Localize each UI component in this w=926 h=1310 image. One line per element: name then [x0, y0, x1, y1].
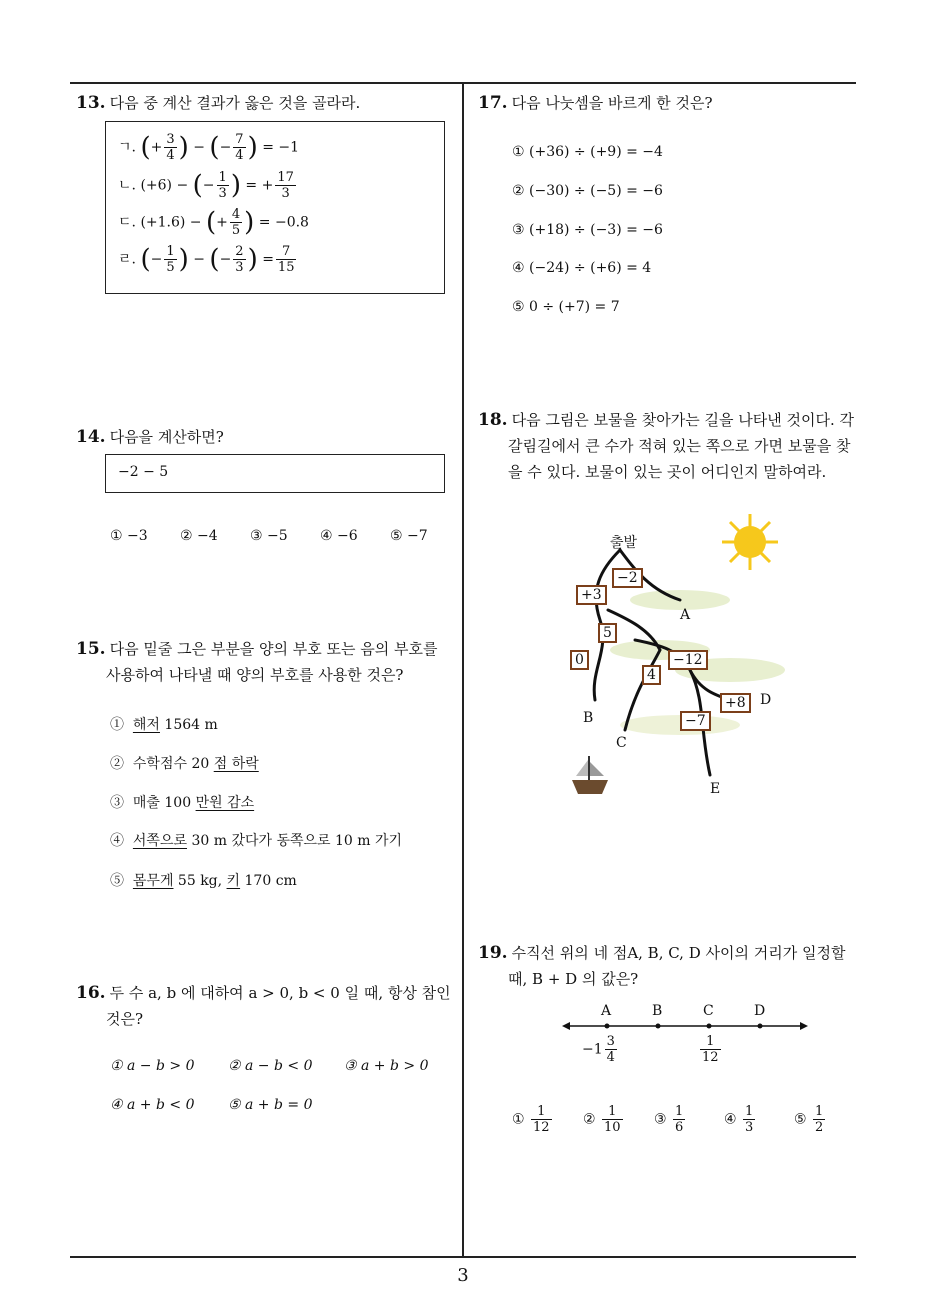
q19-choice-5[interactable]: ⑤ $\frac{1}{2}$ — [794, 1104, 824, 1135]
q18-endpoint-c: C — [616, 735, 627, 751]
right-arrow-icon — [800, 1022, 808, 1030]
q19-choice-2[interactable]: ② $\frac{1}{10}$ — [583, 1104, 621, 1135]
point-b-dot — [656, 1024, 661, 1029]
q18-endpoint-e: E — [710, 781, 721, 797]
q15-choice-5[interactable]: ⑤ 몸무게 55 kg, 키 170 cm — [110, 873, 297, 889]
q18-number-4: 0 — [570, 650, 589, 670]
q17-choice-1[interactable]: ① (+36) ÷ (+9) = −4 — [512, 144, 663, 160]
q17-choice-3[interactable]: ③ (+18) ÷ (−3) = −6 — [512, 222, 663, 238]
point-a-dot — [605, 1024, 610, 1029]
q15-choice-2[interactable]: ② 수학점수 20 점 하락 — [110, 756, 259, 772]
q15-stem-line2: 사용하여 나타낼 때 양의 부호를 사용한 것은? — [106, 666, 404, 684]
q14-choice-4[interactable]: ④ −6 — [320, 528, 358, 544]
q18-endpoint-b: B — [583, 710, 594, 726]
q16-choice-3[interactable]: ③ a + b > 0 — [344, 1058, 429, 1074]
q19-choice-3[interactable]: ③ $\frac{1}{6}$ — [654, 1104, 684, 1135]
column-divider — [462, 82, 464, 1257]
bottom-rule — [70, 1256, 856, 1258]
q13-text: 다음 중 계산 결과가 옳은 것을 골라라. — [109, 94, 361, 112]
q16-choice-1[interactable]: ① a − b > 0 — [110, 1058, 195, 1074]
q15-stem: 15. 다음 밑줄 그은 부분을 양의 부호 또는 음의 부호를 — [76, 639, 438, 659]
q18-number-6: −12 — [668, 650, 708, 670]
point-d-dot — [758, 1024, 763, 1029]
q13-item-4[interactable]: ㄹ. (− $\frac{1}{5}$ ) − (− $\frac{2}{3}$ ) = $\frac{7}{15}$ — [118, 244, 295, 275]
q16-choice-4[interactable]: ④ a + b < 0 — [110, 1097, 195, 1113]
q18-number-3: 5 — [598, 623, 617, 643]
q13-stem — [76, 90, 360, 116]
q18-stem: 18. 다음 그림은 보물을 찾아가는 길을 나타낸 것이다. 각 — [478, 410, 855, 430]
ship-icon — [572, 756, 608, 794]
q18-number-5: 4 — [642, 665, 661, 685]
page-number: 3 — [457, 1265, 469, 1286]
point-label-a: A — [601, 1003, 612, 1019]
q14-stem: 14. 다음을 계산하면? — [76, 427, 224, 447]
point-label-c: C — [703, 1003, 714, 1019]
point-c-value: $\frac{1}{12}$ — [702, 1034, 719, 1065]
q19-choice-4[interactable]: ④ $\frac{1}{3}$ — [724, 1104, 754, 1135]
q13-item-3[interactable]: ㄷ. (+1.6) − (+ $\frac{4}{5}$ ) = −0.8 — [118, 207, 309, 238]
q16-stem-line2: 것은? — [106, 1010, 144, 1028]
q17-choice-2[interactable]: ② (−30) ÷ (−5) = −6 — [512, 183, 663, 199]
q18-stem-line3: 을 수 있다. 보물이 있는 곳이 어디인지 말하여라. — [508, 463, 827, 481]
point-a-value: −1 $\frac{3}{4}$ — [582, 1034, 615, 1065]
q18-start-label: 출발 — [610, 535, 638, 551]
q17-stem: 17. 다음 나눗셈을 바르게 한 것은? — [478, 93, 713, 113]
q18-number-7: +8 — [720, 693, 751, 713]
point-label-d: D — [754, 1003, 766, 1019]
q19-choice-1[interactable]: ① $\frac{1}{12}$ — [512, 1104, 550, 1135]
q15-choice-1[interactable]: ① 해저 1564 m — [110, 717, 218, 733]
q15-choice-3[interactable]: ③ 매출 100 만원 감소 — [110, 795, 255, 811]
q16-choice-2[interactable]: ② a − b < 0 — [228, 1058, 313, 1074]
left-arrow-icon — [562, 1022, 570, 1030]
q17-choice-4[interactable]: ④ (−24) ÷ (+6) = 4 — [512, 260, 652, 276]
q13-number: 13. — [76, 93, 106, 113]
q18-number-1: −2 — [612, 568, 643, 588]
q18-endpoint-a: A — [680, 607, 691, 623]
q16-stem: 16. 두 수 a, b 에 대하여 a > 0, b < 0 일 때, 항상 참인 — [76, 983, 451, 1003]
q19-stem-line2: 때, B + D 의 값은? — [508, 970, 639, 988]
q14-choice-3[interactable]: ③ −5 — [250, 528, 288, 544]
q17-choice-5[interactable]: ⑤ 0 ÷ (+7) = 7 — [512, 299, 620, 315]
q13-item-1[interactable]: ㄱ. (+ $\frac{3}{4}$ ) − (− $\frac{7}{4}$ ) = −1 — [118, 132, 300, 163]
q14-choice-5[interactable]: ⑤ −7 — [390, 528, 428, 544]
q18-number-8: −7 — [680, 711, 711, 731]
point-label-b: B — [652, 1003, 663, 1019]
q19-stem: 19. 수직선 위의 네 점A, B, C, D 사이의 거리가 일정할 — [478, 943, 846, 963]
q14-choice-2[interactable]: ② −4 — [180, 528, 218, 544]
q15-choice-4[interactable]: ④ 서쪽으로 30 m 갔다가 동쪽으로 10 m 가기 — [110, 833, 403, 849]
point-c-dot — [707, 1024, 712, 1029]
sun-icon — [722, 514, 778, 570]
q14-choice-1[interactable]: ① −3 — [110, 528, 148, 544]
q18-stem-line2: 갈림길에서 큰 수가 적혀 있는 쪽으로 가면 보물을 찾 — [508, 437, 851, 455]
q13-item-2[interactable]: ㄴ. (+6) − (− $\frac{1}{3}$ ) = + $\frac{17}{3}$ — [118, 170, 294, 201]
q18-number-2: +3 — [576, 585, 607, 605]
q14-expression: −2 − 5 — [118, 464, 169, 480]
q16-choice-5[interactable]: ⑤ a + b = 0 — [228, 1097, 313, 1113]
q18-endpoint-d: D — [760, 692, 772, 708]
